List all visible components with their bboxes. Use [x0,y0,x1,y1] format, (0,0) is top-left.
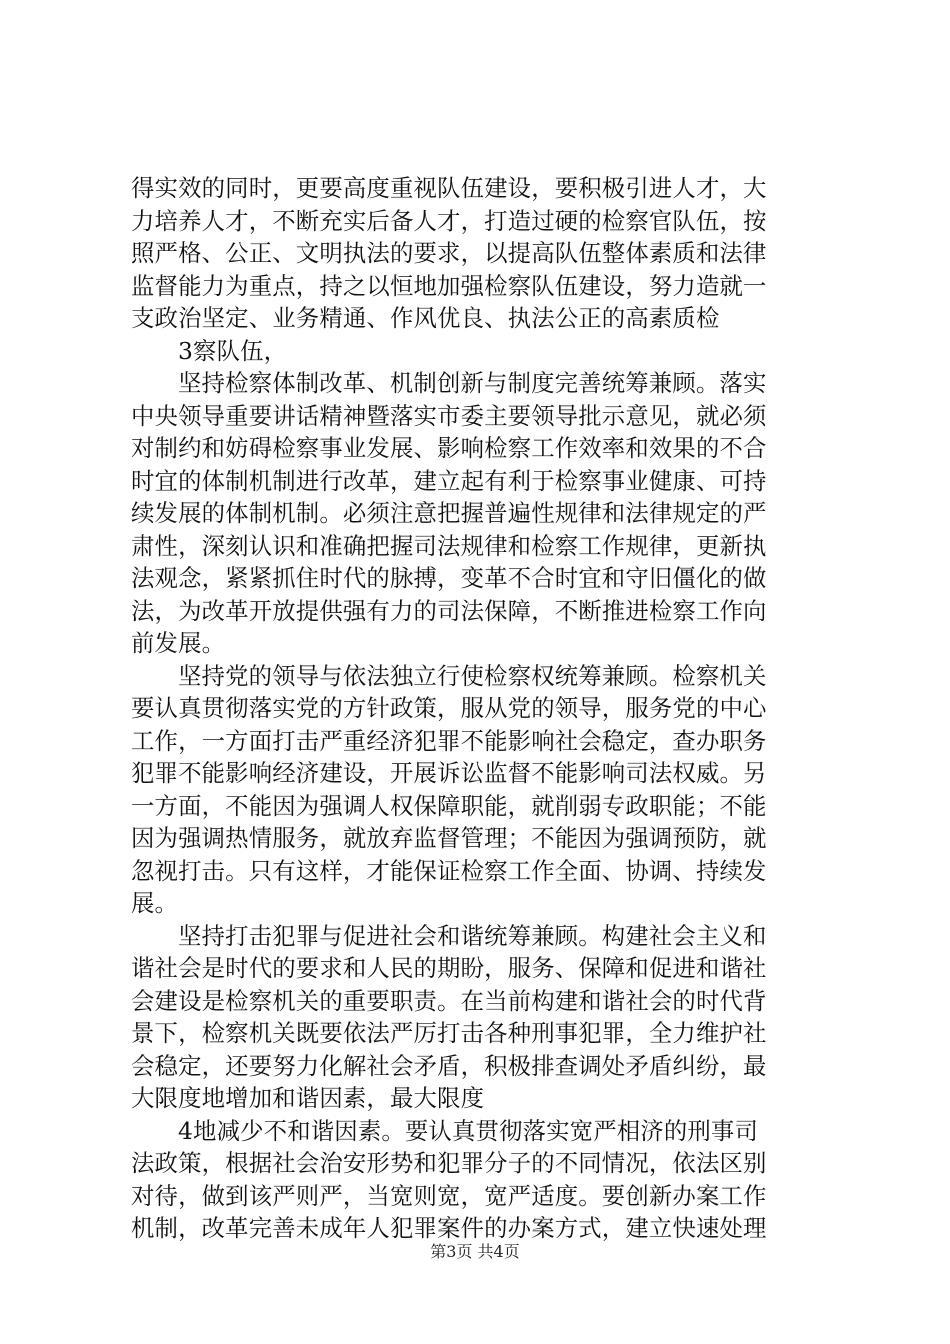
text-line: 力培养人才，不断充实后备人才，打造过硬的检察官队伍，按 [131,206,767,235]
page-number-label: 第3页 共4页 [430,1242,520,1261]
text-line: 对制约和妨碍检察事业发展、影响检察工作效率和效果的不合 [131,434,767,462]
text-line: 大限度地增加和谐因素，最大限度 [131,1084,485,1112]
text-line: 展。 [131,889,179,917]
text-line: 法，为改革开放提供强有力的司法保障，不断推进检察工作向 [131,596,767,625]
text-line: 法政策，根据社会治安形势和犯罪分子的不同情况，依法区别 [131,1149,767,1177]
text-line: 景下，检察机关既要依法严厉打击各种刑事犯罪，全力维护社 [131,1019,767,1047]
paragraph-start-line: 坚持党的领导与依法独立行使检察权统筹兼顾。检察机关 [178,661,767,690]
text-line: 前发展。 [131,629,226,657]
text-line: 时宜的体制机制进行改革，建立起有利于检察事业健康、可持 [131,466,767,495]
text-line: 谐社会是时代的要求和人民的期盼，服务、保障和促进和谐社 [131,954,767,982]
text-line: 工作，一方面打击严重经济犯罪不能影响社会稳定，查办职务 [131,726,767,755]
text-line: 因为强调热情服务，就放弃监督管理；不能因为强调预防，就 [131,824,767,852]
text-line: 会建设是检察机关的重要职责。在当前构建和谐社会的时代背 [131,986,767,1015]
text-line: 要认真贯彻落实党的方针政策，服从党的领导，服务党的中心 [131,694,767,722]
text-line: 犯罪不能影响经济建设，开展诉讼监督不能影响司法权威。另 [131,759,767,787]
paragraph-start-line: 坚持打击犯罪与促进社会和谐统筹兼顾。构建社会主义和 [178,921,767,950]
text-line: 3察队伍， [178,336,288,365]
text-line: 中央领导重要讲话精神暨落实市委主要领导批示意见，就必须 [131,401,767,430]
text-line: 对待，做到该严则严，当宽则宽，宽严适度。要创新办案工作 [131,1181,767,1210]
text-line: 肃性，深刻认识和准确把握司法规律和检察工作规律，更新执 [131,531,767,560]
text-line: 得实效的同时，更要高度重视队伍建设，要积极引进人才，大 [131,174,767,202]
text-line: 机制，改革完善未成年人犯罪案件的办案方式，建立快速处理 [131,1214,767,1242]
text-line: 一方面，不能因为强调人权保障职能，就削弱专政职能；不能 [131,791,767,820]
text-line: 续发展的体制机制。必须注意把握普遍性规律和法律规定的严 [131,499,767,527]
page-footer [0,1242,950,1262]
text-line: 照严格、公正、文明执法的要求，以提高队伍整体素质和法律 [131,239,767,267]
text-line: 支政治坚定、业务精通、作风优良、执法公正的高素质检 [131,304,720,332]
text-line: 监督能力为重点，持之以恒地加强检察队伍建设，努力造就一 [131,271,767,300]
text-line: 会稳定，还要努力化解社会矛盾，积极排查调处矛盾纠纷，最 [131,1051,767,1080]
text-line: 4地减少不和谐因素。要认真贯彻落实宽严相济的刑事司 [178,1116,759,1145]
text-line: 法观念，紧紧抓住时代的脉搏，变革不合时宜和守旧僵化的做 [131,564,767,592]
text-line: 忽视打击。只有这样，才能保证检察工作全面、协调、持续发 [131,856,767,885]
paragraph-start-line: 坚持检察体制改革、机制创新与制度完善统筹兼顾。落实 [178,369,767,397]
body-text [131,172,835,1245]
